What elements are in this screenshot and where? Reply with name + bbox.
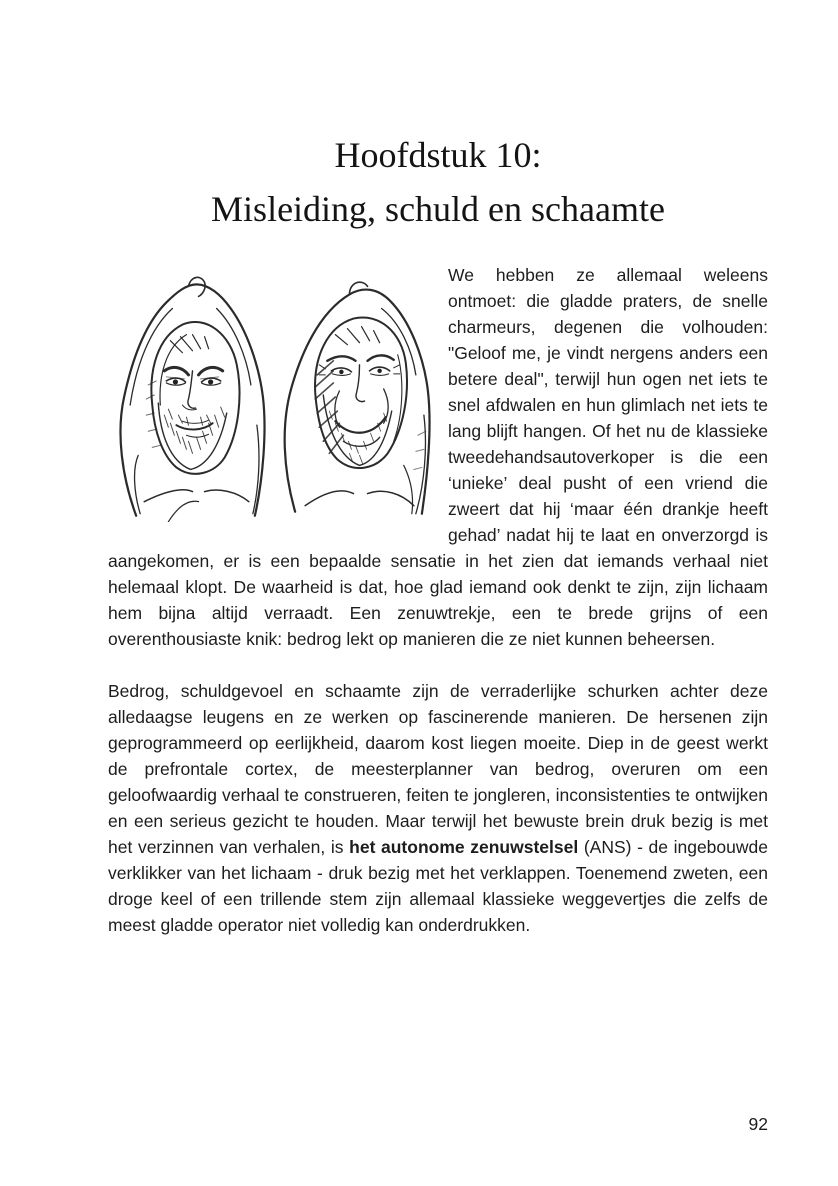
paragraph-2	[108, 678, 768, 938]
page-content	[108, 0, 768, 938]
chapter-body	[108, 262, 768, 938]
chapter-title-line1: Hoofdstuk 10:	[334, 135, 542, 175]
chapter-illustrations	[108, 264, 442, 522]
hooded-man-smiling-illustration	[275, 264, 442, 522]
chapter-title	[108, 0, 768, 236]
paragraph-2-bold-phrase: het autonome zenuwstelsel	[349, 837, 579, 857]
paragraph-2-text-after-bold: (ANS) - de ingebouwde verklikker van het lichaam - druk bezig met het verklappen. Toenemend zweten, een droge keel of een trillende stem zijn allemaal klassieke weggevertjes die zelfs de meest gladde operator niet volledig kan onderdrukken.	[108, 837, 768, 935]
page-number: 92	[748, 1114, 768, 1134]
chapter-title-line2: Misleiding, schuld en schaamte	[211, 189, 665, 229]
paragraph-2-text-before-bold: Bedrog, schuldgevoel en schaamte zijn de verraderlijke schurken achter deze alledaagse leugens en ze werken op fascinerende manieren. De hersenen zijn geprogrammeerd op eerlijkheid, daarom kost liegen moeite. Diep in de geest werkt de prefrontale cortex, de meesterplanner van bedrog, overuren om een geloofwaardig verhaal te construeren, feiten te jongleren, inconsistenties te ontwijken en een serieus gezicht te houden. Maar terwijl het bewuste brein druk bezig is met het verzinnen van verhalen, is	[108, 681, 768, 857]
hooded-man-scowling-illustration	[108, 264, 275, 522]
paragraph-1: We hebben ze allemaal weleens ontmoet: die gladde praters, de snelle charmeurs, degenen die volhouden: "Geloof me, je vindt nergens anders een betere deal", terwijl hun ogen net iets te snel afdwalen en hun glimlach net iets te lang blijft hangen. Of het nu de klassieke tweedehandsautoverkoper is die een ‘unieke’ deal pusht of een vriend die zweert dat hij ‘maar één drankje heeft gehad’ nadat hij te laat en onverzorgd is aangekomen, er is een bepaalde sensatie in het zien dat iemands verhaal niet helemaal klopt. De waarheid is dat, hoe glad iemand ook denkt te zijn, zijn lichaam hem bijna altijd verraadt. Een zenuwtrekje, een te brede grijns of een overenthousiaste knik: bedrog lekt op manieren die ze niet kunnen beheersen.	[108, 265, 768, 649]
